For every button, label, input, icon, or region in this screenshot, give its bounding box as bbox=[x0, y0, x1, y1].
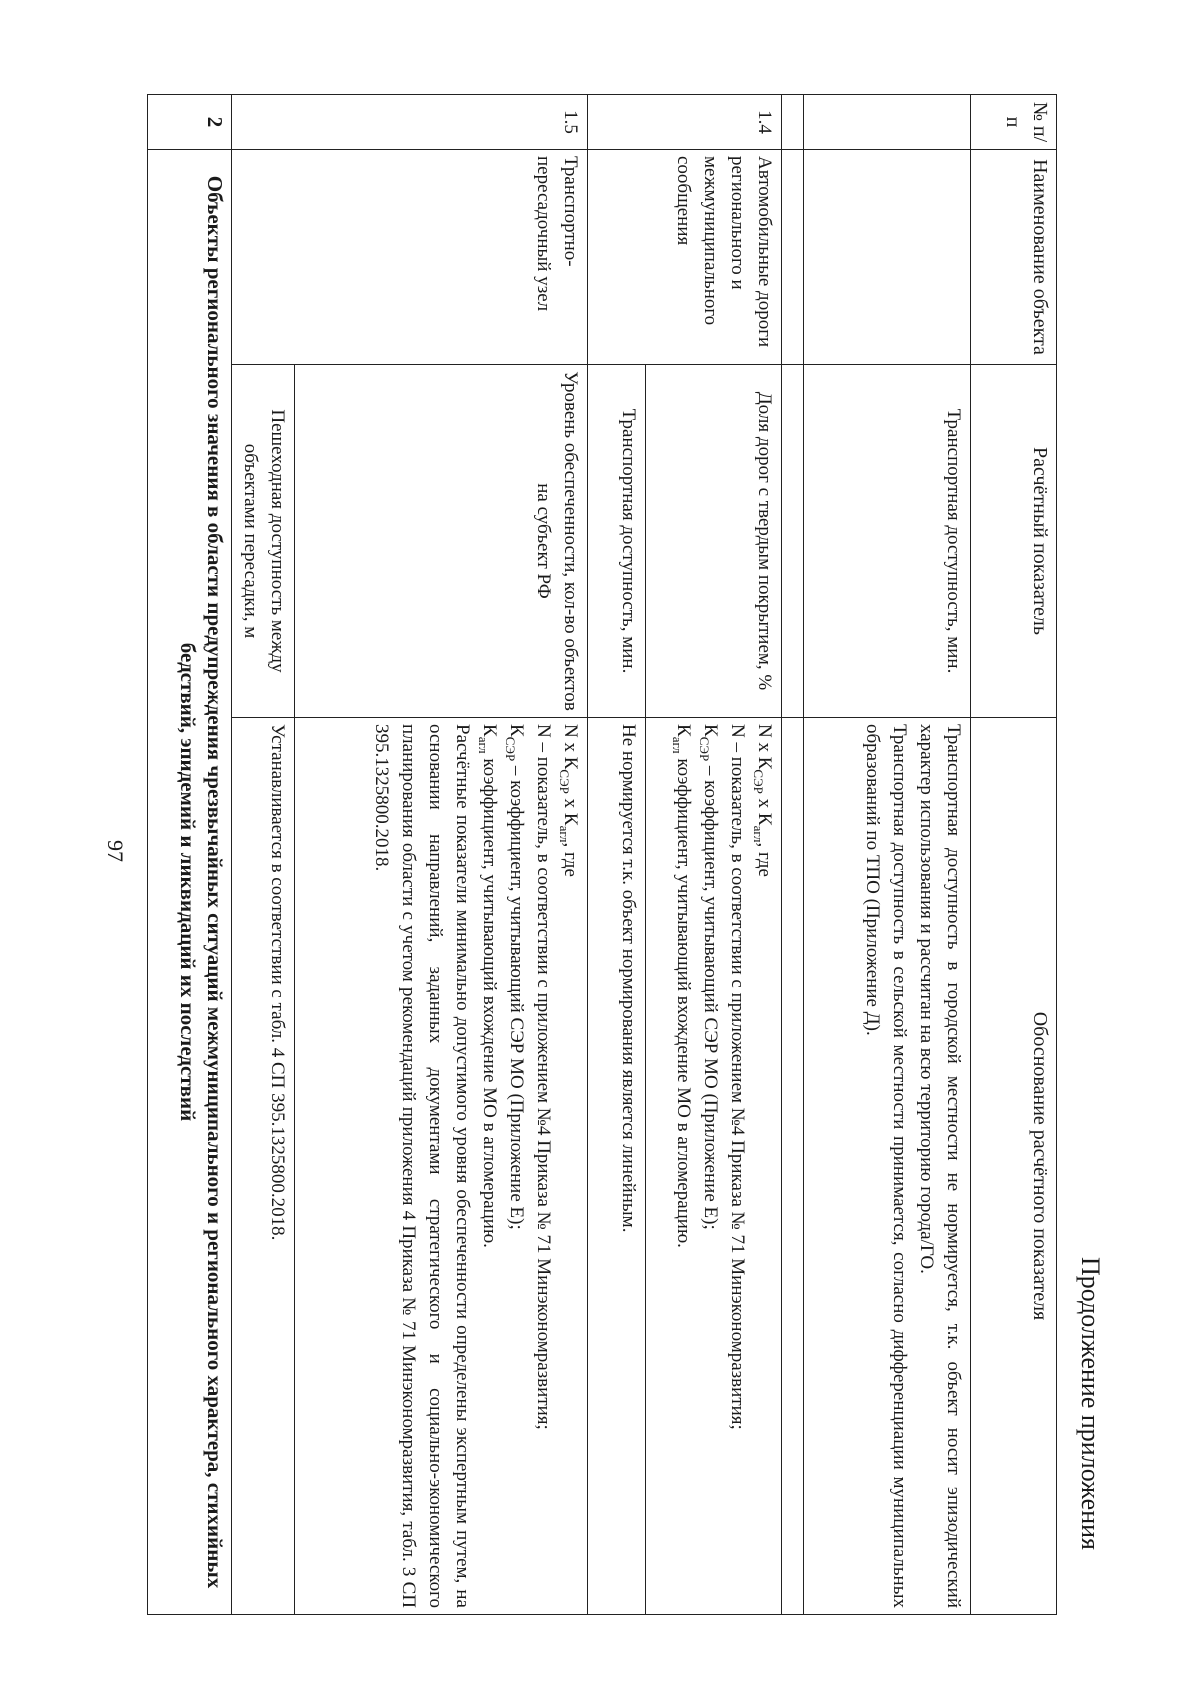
header-indicator: Расчётный показатель bbox=[971, 365, 1057, 718]
table-row-1-5 bbox=[295, 95, 588, 1615]
cell-object bbox=[804, 150, 971, 365]
formula-line: N х $К_{СЭР}$ х $К_{агл}$, где bbox=[557, 724, 581, 877]
cell-num-2: 2 bbox=[148, 95, 232, 150]
page-number: 97 bbox=[103, 840, 128, 862]
row-separator bbox=[782, 95, 804, 1615]
cell-object-1-5: Транспортно-пересадочный узел bbox=[231, 150, 587, 365]
basis-urban-text: Транспортная доступность в городской местности не нормируется, т.к. объект носит эпизодический характер использования и рассчитан на всю территорию города/ГО. bbox=[916, 724, 965, 1608]
cell-num-1-4: 1.4 bbox=[587, 95, 781, 150]
section-2-title: Объекты регионального значения в области предупреждения чрезвычайных ситуаций межмуниципального и регионального характера, стихийных бедствий, эпидемий и ликвидаций их последствий bbox=[148, 150, 232, 1615]
cell-basis-road-share bbox=[646, 718, 782, 1615]
expert-basis-text: Расчётные показатели минимально допустимого уровня обеспеченности определены экспертным путем, на основании направлений, заданных документами стратегического и социально-экономического планирования области с учетом рекомендаций приложения 4 Приказа № 71 Минэкономразвития, табл. 3 СП 395.1325800.2018. bbox=[370, 724, 473, 1608]
cell-indicator-transport-access: Транспортная доступность, мин. bbox=[587, 365, 646, 718]
cell-basis-provision-level bbox=[295, 718, 588, 1615]
kagl-definition: $К_{агл}$ коэффициент, учитывающий вхождение МО в агломерацию. bbox=[476, 724, 500, 1248]
cell-indicator-road-share: Доля дорог с твердым покрытием, % bbox=[646, 365, 782, 718]
cell-indicator-pedestrian-access: Пешеходная доступность между объектами пересадки, м bbox=[231, 365, 295, 718]
cell-basis-pedestrian-access: Устанавливается в соответствии с табл. 4 СП 395.1325800.2018. bbox=[231, 718, 295, 1615]
n-definition: N – показатель, в соответствии с приложением №4 Приказа № 71 Минэкономразвития; bbox=[727, 724, 749, 1430]
cell-indicator: Транспортная доступность, мин. bbox=[804, 365, 971, 718]
header-basis: Обоснование расчётного показателя bbox=[971, 718, 1057, 1615]
n-definition: N – показатель, в соответствии с приложением №4 Приказа № 71 Минэкономразвития; bbox=[532, 724, 554, 1430]
table-header-row bbox=[971, 95, 1057, 1615]
standards-table bbox=[147, 94, 1057, 1615]
cell-object-1-4: Автомобильные дороги регионального и межмуниципального сообщения bbox=[587, 150, 781, 365]
formula-line: N х $К_{СЭР}$ х $К_{агл}$, где bbox=[751, 724, 776, 877]
cell-num-1-5: 1.5 bbox=[231, 95, 587, 150]
cell-basis-transport-access: Не нормируется т.к. объект нормирования является линейным. bbox=[587, 718, 646, 1615]
appendix-continuation-caption: Продолжение приложения bbox=[1076, 1256, 1105, 1550]
table-row-transport-access bbox=[804, 95, 971, 1615]
cell-indicator-provision-level: Уровень обеспеченности, кол-во объектов на субъект РФ bbox=[295, 365, 588, 718]
cell-num bbox=[804, 95, 971, 150]
kagl-definition: $К_{агл}$ коэффициент, учитывающий вхождение МО в агломерацию. bbox=[670, 724, 695, 1248]
ksep-definition: $К_{СЭР}$ – коэффициент, учитывающий СЭР МО (Приложение Е); bbox=[503, 724, 527, 1230]
table-row-1-4 bbox=[646, 95, 782, 1615]
rotated-page-content bbox=[122, 72, 1117, 1628]
cell-basis bbox=[804, 718, 971, 1615]
header-object: Наименование объекта bbox=[971, 150, 1057, 365]
table-row-section-2 bbox=[148, 95, 232, 1615]
ksep-definition: $К_{СЭР}$ – коэффициент, учитывающий СЭР МО (Приложение Е); bbox=[697, 724, 722, 1230]
basis-rural-text: Транспортная доступность в сельской местности принимается, согласно дифференциации муниципальных образований по ТПО (Приложение Д). bbox=[862, 724, 911, 1608]
header-num: № п/п bbox=[971, 95, 1057, 150]
